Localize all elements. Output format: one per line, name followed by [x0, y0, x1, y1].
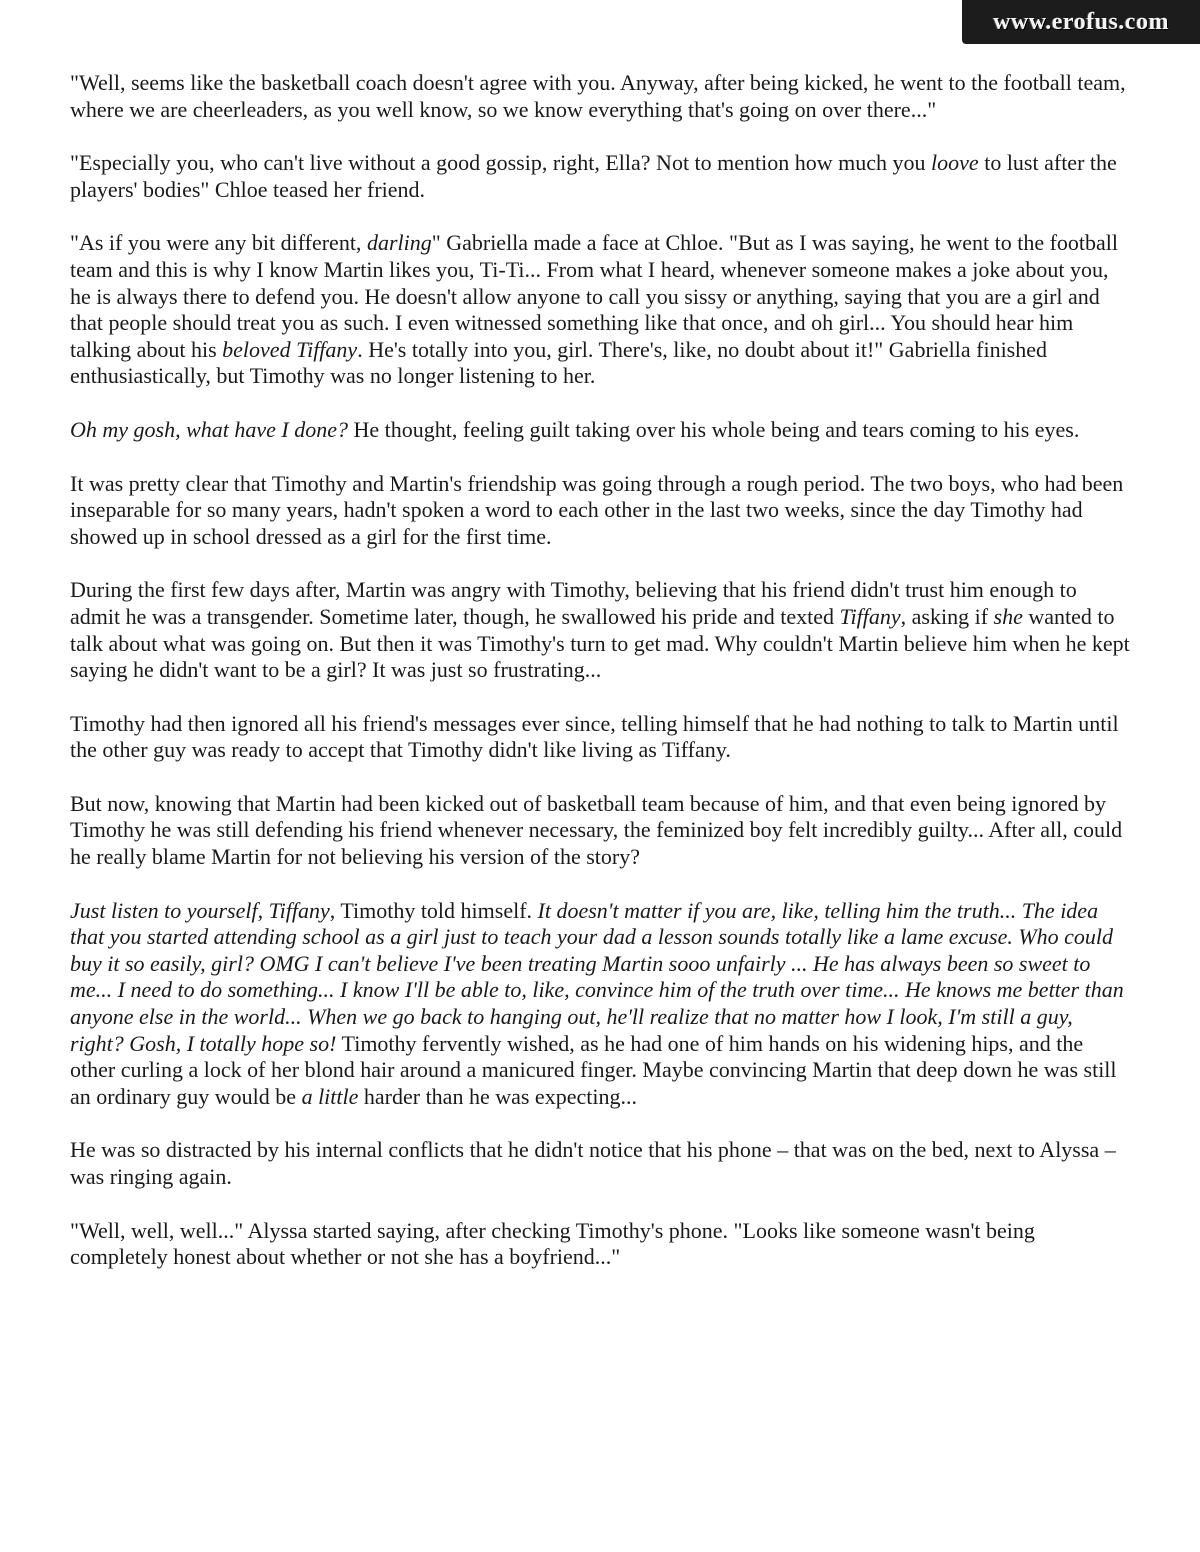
text-segment: He thought, feeling guilt taking over his whole being and tears coming to his eyes. [348, 416, 1080, 442]
italic-segment: Oh my gosh, what have I done? [70, 416, 349, 442]
watermark-banner [962, 0, 1200, 44]
text-segment: During the first few days after, Martin was angry with Timothy, believing that his friend didn't trust him enough to admit he was a transgender. Sometime later, though, he swallowed his pride and texted [70, 577, 1077, 629]
paragraph [70, 711, 1130, 764]
paragraph [70, 417, 1130, 444]
text-segment: harder than he was expecting... [358, 1083, 637, 1109]
text-segment: " Gabriella made a face at Chloe. "But as I was saying, he went to the football team and this is why I know Martin likes you, Ti-Ti... From what I heard, whenever someone makes a joke about you, he is always there to defend you. He doesn't allow anyone to call you sissy or anything, saying that you are a girl and that people should treat you as such. I even witnessed something like that once, and oh girl... You should hear him talking about his [70, 230, 1119, 362]
italic-segment: Just listen to yourself, Tiffany [70, 897, 330, 923]
paragraph [70, 898, 1130, 1111]
paragraph [70, 230, 1130, 390]
italic-segment: loove [931, 150, 979, 176]
paragraph [70, 791, 1130, 871]
text-segment: "As if you were any bit different, [70, 230, 367, 256]
story-page [70, 70, 1130, 1298]
italic-segment: It doesn't matter if you are, like, telling him the truth... The idea that you started attending school as a girl just to teach your dad a lesson sounds totally like a lame excuse. Who could buy it so easily, girl? OMG I can't believe I've been treating Martin sooo unfairly ... He has always been so sweet to me... I need to do something... I know I'll be able to, like, convince him of the truth over time... He knows me better than anyone else in the world... When we go back to hanging out, he'll realize that no matter how I look, I'm still a guy, right? Gosh, I totally hope so! [70, 897, 1124, 1056]
watermark-text: www.erofus.com [993, 8, 1169, 35]
text-segment: "Well, well, well..." Alyssa started saying, after checking Timothy's phone. "Looks like someone wasn't being completely honest about whether or not she has a boyfriend..." [70, 1217, 1035, 1270]
italic-segment: beloved Tiffany [222, 336, 358, 362]
text-segment: It was pretty clear that Timothy and Martin's friendship was going through a rough period. The two boys, who had been inseparable for so many years, hadn't spoken a word to each other in the last two weeks, since the day Timothy had showed up in school dressed as a girl for the first time. [70, 470, 1124, 549]
text-segment: to lust after the players' bodies" Chloe teased her friend. [70, 150, 1117, 202]
text-segment: , asking if [900, 603, 994, 629]
text-segment: Timothy had then ignored all his friend's messages ever since, telling himself that he had nothing to talk to Martin until the other guy was ready to accept that Timothy didn't like living as Tiffany. [70, 710, 1119, 763]
text-segment: , Timothy told himself. [329, 897, 538, 923]
paragraph [70, 577, 1130, 683]
text-segment: "Especially you, who can't live without a good gossip, right, Ella? Not to mention how much you [70, 150, 932, 176]
text-segment: . He's totally into you, girl. There's, like, no doubt about it!" Gabriella finished enthusiastically, but Timothy was no longer listening to her. [70, 336, 1048, 389]
text-segment: He was so distracted by his internal conflicts that he didn't notice that his phone – that was on the bed, next to Alyssa – was ringing again. [70, 1137, 1116, 1189]
paragraph [70, 1218, 1130, 1271]
italic-segment: Tiffany [839, 603, 901, 629]
text-segment: But now, knowing that Martin had been kicked out of basketball team because of him, and that even being ignored by Timothy he was still defending his friend whenever necessary, the feminized boy felt incredibly guilty... After all, could he really blame Martin for not believing his version of the story? [70, 790, 1123, 870]
paragraph [70, 150, 1130, 203]
italic-segment: she [993, 603, 1023, 629]
text-segment: Timothy fervently wished, as he had one of him hands on his widening hips, and the other curling a lock of her blond hair around a manicured finger. Maybe convincing Martin that deep down he was still an ordinary guy would be [70, 1030, 1117, 1109]
text-segment: wanted to talk about what was going on. But then it was Timothy's turn to get mad. Why couldn't Martin believe him when he kept saying he didn't want to be a girl? It was just so frustrating... [70, 603, 1130, 683]
paragraph [70, 70, 1130, 123]
italic-segment: darling [366, 230, 432, 256]
paragraph [70, 471, 1130, 551]
text-segment: "Well, seems like the basketball coach doesn't agree with you. Anyway, after being kicked, he went to the football team, where we are cheerleaders, as you well know, so we know everything that's going on over there..." [70, 70, 1126, 122]
paragraph [70, 1137, 1130, 1190]
italic-segment: a little [301, 1083, 359, 1109]
